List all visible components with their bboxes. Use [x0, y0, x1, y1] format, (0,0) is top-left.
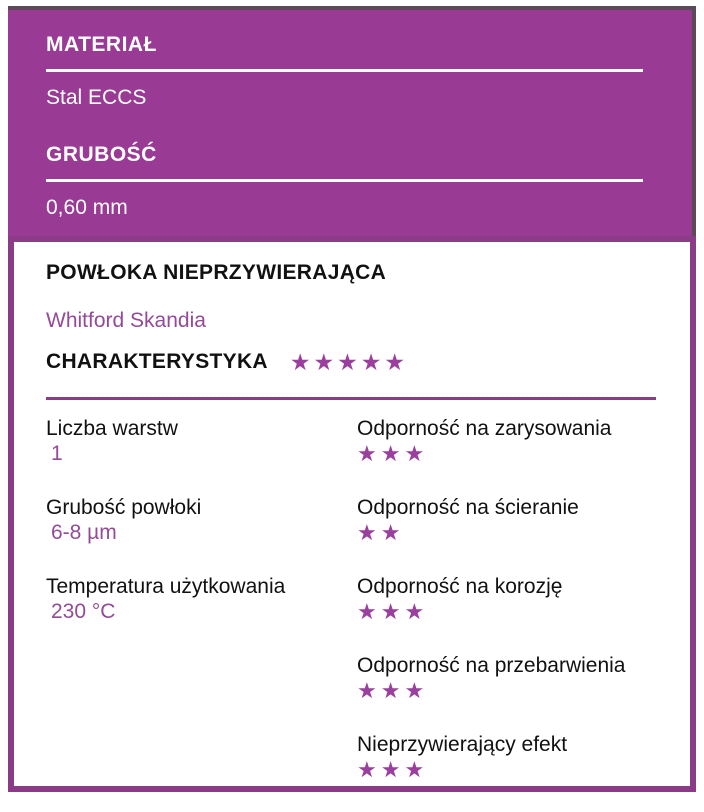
property-item: [46, 575, 357, 625]
property-item: [357, 417, 656, 467]
property-item: [46, 417, 357, 467]
coating-title: POWŁOKA NIEPRZYWIERAJĄCA: [46, 261, 387, 284]
rating-stars-icon: ★★: [357, 520, 405, 545]
property-item: [357, 733, 656, 783]
coating-panel: [8, 236, 696, 792]
coating-brand: Whitford Skandia: [46, 309, 206, 332]
characteristics-row: [46, 350, 660, 374]
property-label: Odporność na ścieranie: [357, 496, 579, 519]
header-section: [46, 34, 643, 109]
material-header-panel: [8, 6, 696, 236]
rating-stars-icon: ★★★: [357, 678, 429, 703]
rating-stars-icon: ★★★: [357, 757, 429, 782]
section-value: Stal ECCS: [46, 86, 147, 109]
properties-column-right: [357, 417, 656, 812]
property-label: Nieprzywierający efekt: [357, 733, 568, 756]
property-label: Odporność na przebarwienia: [357, 654, 626, 677]
section-value: 0,60 mm: [46, 196, 128, 219]
property-item: [357, 496, 656, 546]
property-item: [357, 575, 656, 625]
property-label: Grubość powłoki: [46, 496, 202, 519]
rating-stars-icon: ★★★: [357, 441, 429, 466]
section-divider: [46, 179, 643, 182]
property-value: 230 °C: [51, 600, 116, 623]
rating-stars-icon: ★★★: [357, 599, 429, 624]
property-label: Temperatura użytkowania: [46, 575, 286, 598]
property-label: Liczba warstw: [46, 417, 178, 440]
section-divider: [46, 69, 643, 72]
characteristics-label: CHARAKTERYSTYKA: [46, 350, 268, 373]
header-sections: [46, 34, 643, 219]
property-label: Odporność na zarysowania: [357, 417, 612, 440]
property-item: [357, 654, 656, 704]
section-heading: GRUBOŚĆ: [46, 143, 157, 166]
property-item: [46, 496, 357, 546]
header-section: [46, 144, 643, 219]
property-value: 1: [51, 442, 63, 465]
properties-grid: [46, 417, 660, 812]
section-heading: MATERIAŁ: [46, 33, 157, 56]
rating-stars-icon: ★★★★★: [289, 349, 409, 375]
characteristics-divider: [46, 397, 656, 400]
property-value: 6-8 µm: [51, 521, 117, 544]
property-label: Odporność na korozję: [357, 575, 563, 598]
properties-column-left: [46, 417, 357, 812]
